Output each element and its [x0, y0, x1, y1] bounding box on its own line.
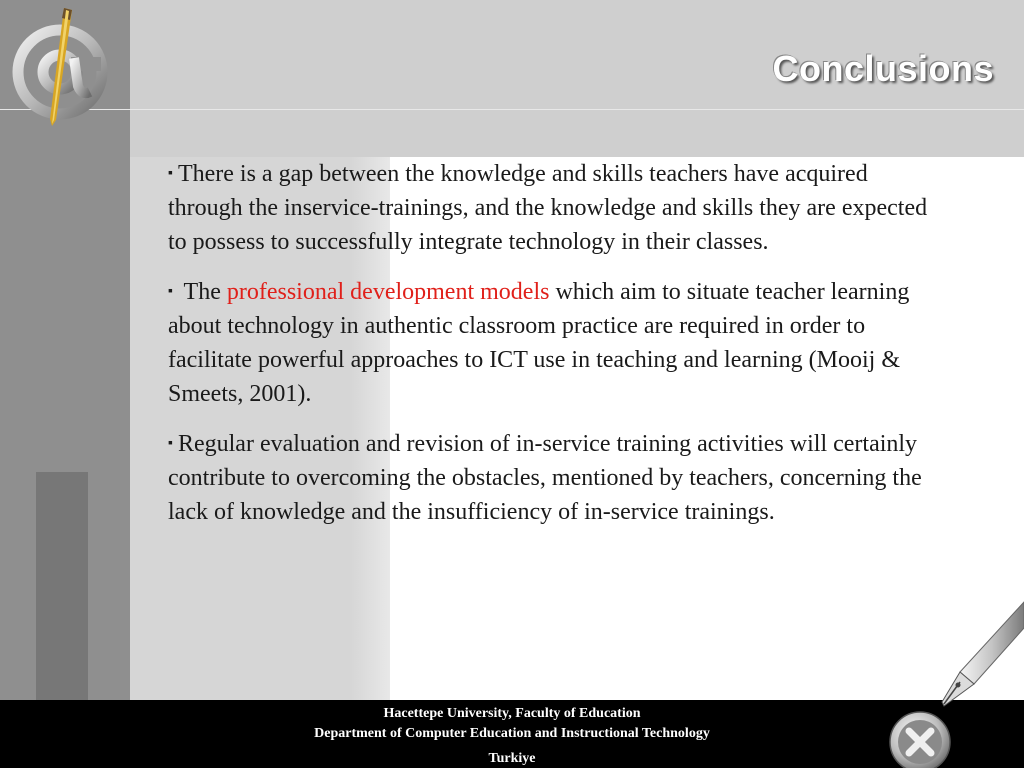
footer-text: [0, 700, 1024, 769]
bullet-text: The: [177, 279, 227, 305]
slide-body: [168, 157, 948, 545]
footer-department: Department of Computer Education and Instructional Technology: [314, 726, 710, 741]
bullet-text: There is a gap between the knowledge and skills teachers have acquired through the inservice-trainings, and the knowledge and skills they are expected to possess to successfully integrate technology in their classes.: [168, 161, 928, 255]
bullet-marker: ▪: [168, 166, 173, 181]
pen-icon: [930, 592, 1024, 710]
bullet-marker: ▪: [168, 436, 173, 451]
header-divider: [0, 109, 1024, 110]
at-sign-pencil-logo: [8, 2, 112, 128]
left-panel-strip: [36, 472, 88, 700]
slide-title: Conclusions: [772, 48, 994, 89]
close-icon[interactable]: [885, 704, 955, 768]
bullet-item: [168, 275, 948, 411]
bullet-marker: ▪: [168, 284, 173, 299]
bullet-item: [168, 427, 948, 529]
bullet-item: [168, 157, 948, 259]
bullet-text: which aim to situate teacher learning about technology in authentic classroom practice are required in order to facilitate powerful approaches to ICT use in teaching and learning (Mooij & Smeets, 2001).: [168, 279, 910, 407]
highlighted-text: professional development models: [226, 279, 550, 305]
footer-university: Hacettepe University, Faculty of Education: [383, 706, 641, 721]
bullet-text: Regular evaluation and revision of in-service training activities will certainly contribute to overcoming the obstacles, mentioned by teachers, concerning the lack of knowledge and the insufficiency of in-service trainings.: [168, 431, 922, 525]
footer-country: Turkiye: [488, 751, 536, 766]
